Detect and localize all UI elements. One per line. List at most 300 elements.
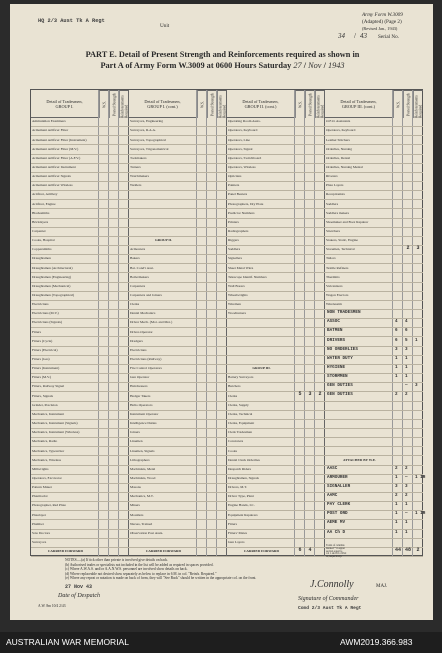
trade-row-col2: [129, 539, 197, 548]
trade-row-col2: Mechanics, M.T.: [129, 493, 197, 502]
trade-row-col4: Storemen, Technical: [325, 246, 393, 255]
attached-trade-ws: 1: [395, 511, 398, 517]
typed-trade-posted: —: [405, 383, 408, 389]
value-row-col3: [295, 164, 325, 173]
page-title: [40, 49, 405, 71]
trade-row-col2: Linemen: [129, 438, 197, 447]
serial-label: Serial No.: [378, 34, 400, 40]
trade-row-col3: Sheet Metal Wkrs: [227, 264, 295, 273]
trade-row-col2: Lithographers: [129, 456, 197, 465]
trade-row-col4: [325, 420, 393, 429]
value-row-col1: [99, 530, 129, 539]
trade-row-col1: Platelayer: [31, 511, 99, 520]
trade-row-col3: Clerks, Supply: [227, 402, 295, 411]
trade-row-col2: Machinists, Metal: [129, 466, 197, 475]
value-row-col4: [393, 310, 423, 319]
trade-row-col4: Tailors: [325, 255, 393, 264]
commander-signature: J.Connolly: [310, 579, 354, 590]
value-row-col4: [393, 191, 423, 200]
column-header-reinf-4: Reinforcements Required: [413, 90, 423, 118]
typed-trade-posted: 1: [405, 374, 408, 380]
signature-rank: MAJ.: [376, 584, 388, 589]
trade-row-col3: Concreters: [227, 438, 295, 447]
trade-row-col1: Millwrights: [31, 466, 99, 475]
column-header-ws-2: W.S.: [197, 90, 207, 118]
value-row-col3: [295, 310, 325, 319]
value-row-col2: [197, 127, 227, 136]
trade-row-col2: Observation Post Assts.: [129, 530, 197, 539]
value-row-col1: [99, 237, 129, 246]
trade-row-col3: [227, 319, 295, 328]
attached-trade-ws: 2: [395, 492, 398, 498]
column-header-ws-4: W.S.: [393, 90, 403, 118]
value-row-col3: [295, 374, 325, 383]
title-month: Nov: [308, 61, 322, 70]
value-row-col2: [197, 539, 227, 548]
value-row-col2: [197, 338, 227, 347]
trade-row-col2: Linemen, Signals: [129, 447, 197, 456]
value-row-col1: [99, 283, 129, 292]
trade-row-col3: Drivers, M.T.: [227, 484, 295, 493]
value-row-col1: [99, 539, 129, 548]
trade-row-col1: Surveyors: [31, 539, 99, 548]
value-row-col2: [197, 273, 227, 282]
trade-row-col2: Watchmakers: [129, 173, 197, 182]
title-year: 1943: [327, 61, 345, 70]
trade-row-col4: Textile Refiners: [325, 264, 393, 273]
trade-row-col3: Opticians: [227, 173, 295, 182]
attached-trade-label: ARMOURER: [327, 474, 348, 480]
value-row-col4: [393, 182, 423, 191]
value-row-col2: [197, 173, 227, 182]
value-row-col2: [197, 118, 227, 127]
value-row-col3: [295, 530, 325, 539]
value-row-col1: [99, 447, 129, 456]
value-row-col2: [197, 429, 227, 438]
value-row-col2: [197, 511, 227, 520]
value-row-col4: [393, 118, 423, 127]
value-row-col4: [393, 127, 423, 136]
trade-row-col2: Electricians (Railway): [129, 356, 197, 365]
trade-row-col3: CARRIED FORWARD: [227, 548, 295, 557]
trade-row-col2: Surveyors, R.A.A.: [129, 127, 197, 136]
typed-trade-label: ASSOC: [327, 319, 340, 325]
trade-row-col1: Carpenter: [31, 228, 99, 237]
trade-row-col2: Carpenters and Joiners: [129, 292, 197, 301]
trade-row-col1: Coppersmiths: [31, 246, 99, 255]
trade-row-col1: Fitters (Cycle): [31, 338, 99, 347]
value-row-col2: [197, 200, 227, 209]
trade-row-col2: GROUP II.: [129, 237, 197, 246]
value-row-col2: [197, 219, 227, 228]
typed-trade-posted: 3: [405, 346, 408, 352]
value-row-col2: [197, 420, 227, 429]
value-row-col3: [295, 283, 325, 292]
value-row-col1: [99, 338, 129, 347]
archive-caption-bar: [0, 632, 442, 653]
value-row-col3: [295, 228, 325, 237]
value-row-col1: [99, 411, 129, 420]
column-header-group-1: Detail of Tradesmen, GROUP I.: [31, 90, 99, 118]
column-header-posted-3: Posted Strength: [305, 90, 315, 118]
trade-row-col1: Fitters (Gas): [31, 356, 99, 365]
trade-row-col4: Saddlers: [325, 200, 393, 209]
value-row-col2: [197, 392, 227, 401]
note-b: (b) Authorised trades or specialists not included in the list will be added as required in spaces provided.: [65, 562, 214, 567]
trade-row-col2: Hairdressers: [129, 383, 197, 392]
value-row-col4: [393, 447, 423, 456]
trade-row-col2: [129, 228, 197, 237]
trade-row-col3: Wheelwrights: [227, 292, 295, 301]
value-row-col2: [197, 292, 227, 301]
trade-row-col4: O.F.O. Assistants: [325, 118, 393, 127]
trade-row-col2: [129, 191, 197, 200]
value-row-col1: [99, 319, 129, 328]
value-row-col4: [393, 264, 423, 273]
value-row-col3: [295, 420, 325, 429]
trade-row-col2: Driver-Operator: [129, 328, 197, 337]
typed-trade-ws: 1: [395, 364, 398, 370]
attached-trade-label: AA Ch D: [327, 529, 346, 535]
trade-row-col1: Fitters (M.V.): [31, 374, 99, 383]
typed-trade-label: BATMEN: [327, 328, 343, 334]
trade-row-col1: Fitters, Signals: [31, 392, 99, 401]
value-row-col3: [295, 273, 325, 282]
unit-label: Unit: [160, 23, 170, 29]
attached-trade-reinf: 1 IR: [415, 511, 426, 517]
value-row-col2: [197, 347, 227, 356]
note-a: NOTES.—(a) If tick other than private is involved give details on back.: [65, 558, 169, 562]
cooks-hospital-posted: 2: [406, 245, 410, 252]
typed-trade-label: NO ORDERLIES: [327, 346, 358, 352]
trade-row-col4: Wagon Erectors: [325, 292, 393, 301]
value-row-col1: [99, 502, 129, 511]
trade-row-col3: Radiographers: [227, 228, 295, 237]
value-row-col4: [393, 136, 423, 145]
trade-row-col3: Saddlers: [227, 246, 295, 255]
trade-row-col2: Intelligence Duties: [129, 420, 197, 429]
trade-row-col2: Carpenters: [129, 283, 197, 292]
typed-trade-label: HYGIENE: [327, 364, 346, 370]
typed-trade-posted: 5: [405, 337, 408, 343]
trade-row-col1: Ammunition Examiners: [31, 118, 99, 127]
trade-row-col2: Welders: [129, 182, 197, 191]
trade-row-col1: Electricians: [31, 301, 99, 310]
trade-row-col3: Wiremen: [227, 301, 295, 310]
attached-trade-ws: 1: [395, 529, 398, 535]
value-row-col1: [99, 301, 129, 310]
trade-row-col1: Electricians (Signals): [31, 319, 99, 328]
value-row-col3: [295, 246, 325, 255]
value-row-col1: [99, 219, 129, 228]
value-row-col3: [295, 493, 325, 502]
trade-row-col2: CARRIED FORWARD: [129, 548, 197, 557]
value-row-col3: [295, 319, 325, 328]
value-row-col1: [99, 310, 129, 319]
trade-row-col3: Cooks: [227, 447, 295, 456]
typed-trade-ws: 1: [395, 374, 398, 380]
value-row-col1: [99, 520, 129, 529]
trade-row-col1: Armament Artificer Fitter: [31, 127, 99, 136]
strength-table: [30, 89, 426, 559]
value-row-col1: [99, 475, 129, 484]
value-row-col3: [295, 173, 325, 182]
value-row-col2: [197, 264, 227, 273]
value-row-col2: [197, 447, 227, 456]
value-row-col2: [197, 164, 227, 173]
trade-row-col3: Clerks, Equipment: [227, 420, 295, 429]
value-row-col3: [295, 219, 325, 228]
clerks-reinf: 2: [318, 391, 322, 398]
typed-trade-ws: 1: [395, 355, 398, 361]
attached-trade-ws: 2: [395, 465, 398, 471]
trade-row-col4: Orderlies, Dental: [325, 155, 393, 164]
typed-trade-ws: 6: [395, 337, 398, 343]
trade-row-col3: Painters: [227, 182, 295, 191]
trade-row-col3: Operating Room Assts.: [227, 118, 295, 127]
value-row-col1: [99, 484, 129, 493]
typed-trade-label: GEN DUTIES: [327, 392, 353, 398]
value-row-col1: [99, 182, 129, 191]
value-row-col3: [295, 402, 325, 411]
value-row-col2: [197, 493, 227, 502]
trade-row-col1: Fitters (Instrument): [31, 365, 99, 374]
trade-row-col3: Fitters' Mates: [227, 530, 295, 539]
attached-trade-label: SIGNALLER: [327, 483, 351, 489]
trade-row-col1: Photographer, Red Plate: [31, 502, 99, 511]
value-row-col1: [99, 493, 129, 502]
trade-row-col3: Operators, Signal: [227, 145, 295, 154]
trade-row-col2: Toolmakers: [129, 155, 197, 164]
trade-row-col3: Signallers: [227, 255, 295, 264]
trade-row-col2: Miners: [129, 502, 197, 511]
typed-trade-reinf: 1: [415, 337, 418, 343]
note-e: (e) Where any repeat or notation is made on back of form, they will "See Back" should be written in the appropriate col. on the front.: [65, 576, 257, 580]
typed-trade-ws: 6: [395, 328, 398, 334]
column-header-ws-1: W.S.: [99, 90, 109, 118]
form-adapted: (Adapted) (Page 2): [362, 19, 402, 25]
value-row-col2: [197, 502, 227, 511]
trade-row-col1: Pharmacist: [31, 493, 99, 502]
attached-trade-posted: 1: [405, 520, 408, 526]
value-row-col4: [393, 438, 423, 447]
attached-trade-posted: —: [405, 474, 408, 480]
typed-trade-posted: 2: [405, 392, 408, 398]
value-row-col2: [197, 374, 227, 383]
trade-row-col3: Woodturners: [227, 310, 295, 319]
value-row-col1: [99, 383, 129, 392]
trade-row-col4: Riveters: [325, 173, 393, 182]
trade-row-col3: Telescope Identif. Numbers: [227, 273, 295, 282]
typed-trade-label: GEN DUTIES: [327, 383, 353, 389]
value-row-col1: [99, 402, 129, 411]
trade-row-col4: Wirelesstm: [325, 301, 393, 310]
value-row-col4: [393, 420, 423, 429]
value-row-col4: [393, 155, 423, 164]
value-row-col2: [197, 475, 227, 484]
attached-trade-posted: 2: [405, 492, 408, 498]
trade-row-col4: Operators, Keyboard: [325, 127, 393, 136]
attached-trade-posted: 2: [405, 465, 408, 471]
trade-row-col1: Armament Artificer Fitter (A.F.V.): [31, 155, 99, 164]
value-row-col3: [295, 429, 325, 438]
value-row-col2: [197, 155, 227, 164]
trade-row-col3: Clerks: [227, 392, 295, 401]
typed-trade-posted: 1: [405, 364, 408, 370]
typed-trade-reinf: 3: [415, 383, 418, 389]
form-notes: [65, 558, 425, 581]
form-revised: (Revised Jan., 1943): [362, 26, 398, 31]
value-row-col2: [197, 328, 227, 337]
trade-row-col2: Dredgers: [129, 338, 197, 347]
attached-trade-posted: —: [405, 511, 408, 517]
column-header-group-4: Detail of Tradesmen, GROUP III. (cont.): [325, 90, 393, 118]
trade-row-col4: [325, 438, 393, 447]
value-row-col2: [197, 246, 227, 255]
trade-row-col1: Operators, Excavator: [31, 475, 99, 484]
value-row-col2: [197, 402, 227, 411]
value-row-col2: [197, 255, 227, 264]
trade-row-col1: Fitters (Electrical): [31, 347, 99, 356]
value-row-col3: [295, 264, 325, 273]
trade-row-col2: Instrument Operator: [129, 411, 197, 420]
attached-trade-label: POST ORD: [327, 511, 348, 517]
trade-row-col4: Receptionists: [325, 191, 393, 200]
trade-row-col1: Fitters: [31, 328, 99, 337]
attached-trade-label: AASC: [327, 465, 338, 471]
value-row-col3: [295, 200, 325, 209]
trade-row-col1: Artificer, Artillery: [31, 191, 99, 200]
trade-row-col2: Surveyors, Trigonometrical: [129, 145, 197, 154]
value-row-col2: [197, 182, 227, 191]
value-row-col2: [197, 209, 227, 218]
print-code: A.W. 8m 10/4 2/43: [38, 604, 66, 608]
trade-row-col4: [325, 447, 393, 456]
value-row-col1: [99, 155, 129, 164]
value-row-col4: [393, 219, 423, 228]
value-row-col4: [393, 456, 423, 465]
trade-row-col1: Artificer, Engine: [31, 200, 99, 209]
value-row-col1: [99, 374, 129, 383]
trade-row-col1: Mechanics, Typewriter: [31, 447, 99, 456]
column-header-group-3: Detail of Tradesmen, GROUP II. (cont.): [227, 90, 295, 118]
trade-row-col1: Saw Doctors: [31, 530, 99, 539]
value-row-col1: [99, 246, 129, 255]
value-row-col4: [393, 283, 423, 292]
trade-row-col1: CARRIED FORWARD: [31, 548, 99, 557]
clerks-ws: 5: [298, 391, 302, 398]
value-row-col3: [295, 292, 325, 301]
value-row-col3: [295, 466, 325, 475]
trade-row-col3: Battery Surveyors: [227, 374, 295, 383]
value-row-col3: [295, 511, 325, 520]
typed-trade-posted: 1: [405, 355, 408, 361]
value-row-col1: [99, 228, 129, 237]
value-row-col4: [393, 292, 423, 301]
value-row-col1: [99, 255, 129, 264]
value-row-col3: [295, 191, 325, 200]
attached-trade-posted: 1: [405, 529, 408, 535]
value-row-col2: [197, 136, 227, 145]
value-row-col3: [295, 338, 325, 347]
trade-row-col1: Draughtsmen (Topographical): [31, 292, 99, 301]
trade-row-col3: [227, 338, 295, 347]
attached-trade-ws: 1: [395, 474, 398, 480]
column-header-posted-4: Posted Strength: [403, 90, 413, 118]
trade-row-col4: Totals of columns marked * in upper section equal to col 1 and 16 of Part A, respectively.: [325, 548, 393, 557]
typed-trade-ws: 2: [395, 392, 398, 398]
value-row-col2: [197, 301, 227, 310]
title-line-1: PART E. Detail of Present Strength and Reinforcements required as shown in: [85, 50, 360, 59]
value-row-col1: [99, 356, 129, 365]
value-row-col4: [393, 429, 423, 438]
trade-row-col1: Mechanics, Instrument (Signals): [31, 420, 99, 429]
trade-row-col2: Dental Mechanics: [129, 310, 197, 319]
trade-row-col1: Mechanics, Instrument (Wireless): [31, 429, 99, 438]
value-row-col2: [197, 145, 227, 154]
trade-row-col2: Fire Control Operators: [129, 365, 197, 374]
value-row-col1: [99, 456, 129, 465]
trade-row-col4: Saddlers makers: [325, 209, 393, 218]
trade-row-col1: Electricians (M.V.): [31, 310, 99, 319]
attached-trade-label: AAMC: [327, 492, 338, 498]
trade-row-col3: Gun Layers: [227, 539, 295, 548]
value-row-col1: [99, 392, 129, 401]
trade-row-col1: Grinder, Precision: [31, 402, 99, 411]
value-row-col3: [295, 237, 325, 246]
attached-trade-reinf: 1 IR: [415, 474, 426, 480]
trade-row-col2: Gun Operator: [129, 374, 197, 383]
trade-row-col3: Riggers: [227, 237, 295, 246]
army-form-page: [10, 4, 433, 620]
trade-row-col4: [325, 402, 393, 411]
trade-row-col2: Driver Mech. (Mot. and Mot.): [129, 319, 197, 328]
trade-row-col3: Dental Clerk Orderlies: [227, 456, 295, 465]
trade-row-col2: [129, 209, 197, 218]
value-row-col1: [99, 420, 129, 429]
value-row-col3: [295, 255, 325, 264]
cooks-hospital-reinf: 3: [416, 245, 420, 252]
trade-row-col1: Draughtsmen (Engineering): [31, 273, 99, 282]
trade-row-col3: [227, 356, 295, 365]
trade-row-col4: ATTACHED BY W.E.: [325, 456, 393, 465]
value-row-col3: [295, 520, 325, 529]
caption-right: AWM2019.366.983: [340, 637, 413, 647]
value-row-col4: [393, 164, 423, 173]
attached-trade-ws: 1: [395, 502, 398, 508]
value-row-col3: [295, 447, 325, 456]
value-row-col4: [393, 402, 423, 411]
value-row-col1: [99, 548, 129, 557]
trade-row-col2: Masons: [129, 484, 197, 493]
typed-trade-label: NON TRADESMEN: [327, 310, 361, 316]
trade-row-col2: Boilermakers: [129, 273, 197, 282]
value-row-col3: [295, 502, 325, 511]
attached-trade-ws: 1: [395, 520, 398, 526]
value-row-col3: [295, 484, 325, 493]
note-c: (c) Where A.W.A.S. and/or A.A.N.W.S. personnel are involved show details on back.: [65, 567, 188, 571]
column-header-reinf-1: Reinforcements Required: [119, 90, 129, 118]
value-row-col1: [99, 145, 129, 154]
attached-trade-posted: 3: [405, 483, 408, 489]
value-row-col1: [99, 191, 129, 200]
value-row-col1: [99, 164, 129, 173]
carried-forward-ws: 6: [298, 546, 302, 553]
value-row-col2: [197, 530, 227, 539]
trade-row-col1: Armament Artificer Fitter (M.V.): [31, 145, 99, 154]
value-row-col1: [99, 292, 129, 301]
signature-label: Signature of Commander: [298, 596, 359, 602]
